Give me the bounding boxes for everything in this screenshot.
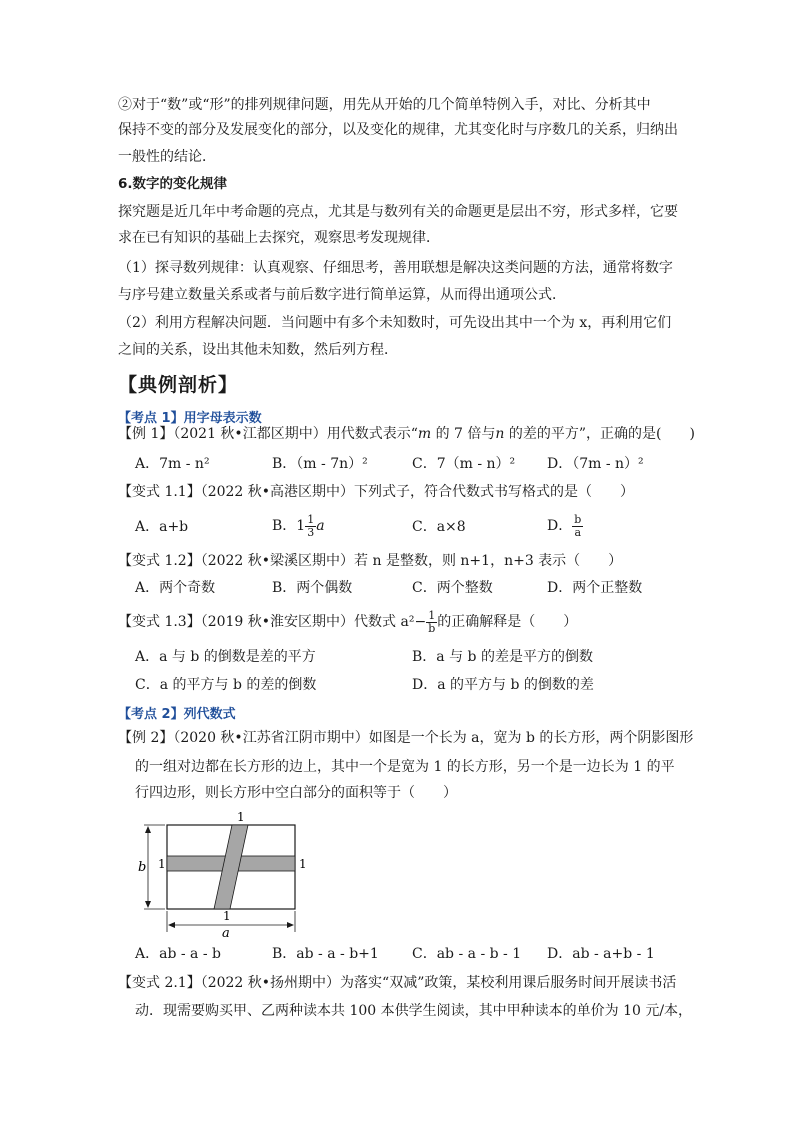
var-a: a: [316, 518, 325, 534]
question-stem: 的一组对边都在长方形的边上，其中一个是宽为 1 的长方形，另一个是一边长为 1 的平: [135, 759, 675, 775]
fraction-denominator: 3: [307, 525, 315, 539]
stem-text: 的正确解释是（ ）: [437, 614, 578, 630]
paragraph-line: 与序号建立数量关系或者与前后数字进行简单运算，从而得出通项公式．: [118, 287, 566, 303]
label-a: a: [222, 926, 230, 941]
fraction-numerator: b: [574, 512, 582, 526]
arrow-left-icon: [168, 922, 175, 928]
option-a: A．ab - a - b: [135, 946, 221, 962]
option-c: C．a×8: [412, 519, 466, 535]
label-top: 1: [237, 810, 245, 824]
stem-text: 的 7 倍与: [431, 426, 496, 442]
option-c: C．ab - a - b - 1: [412, 946, 522, 962]
topic-heading: 【考点 2】列代数式: [118, 707, 236, 722]
question-stem: 【例 2】（2020 秋•江苏省江阴市期中）如图是一个长为 a，宽为 b 的长方形，两个阴影图形: [118, 730, 694, 746]
topic-heading: 【考点 1】用字母表示数: [118, 411, 262, 426]
fraction-denominator: a: [574, 525, 582, 539]
whole-part: 1: [296, 518, 306, 534]
paragraph-line: 求在已有知识的基础上去探究，观察思考发现规律．: [118, 230, 440, 246]
question-stem: 【变式 1.1】（2022 秋•高港区期中）下列式子，符合代数式书写格式的是（ ）: [118, 484, 635, 500]
arrow-down-icon: [145, 901, 151, 908]
label-b: b: [138, 860, 147, 875]
option-label: B．: [272, 518, 297, 534]
paragraph-line: （2）利用方程解决问题．当问题中有多个未知数时，可先设出其中一个为 x，再利用它们: [118, 315, 672, 331]
question-stem: 动．现需要购买甲、乙两种读本共 100 本供学生阅读，其中甲种读本的单价为 10 元/本，: [135, 1003, 693, 1019]
arrow-right-icon: [287, 922, 294, 928]
paragraph-line: 之间的关系，设出其他未知数，然后列方程．: [118, 342, 398, 358]
var-m: m: [417, 426, 432, 442]
option-b: B．a 与 b 的差是平方的倒数: [412, 649, 593, 665]
option-b: B．（m - 7n）²: [272, 456, 368, 472]
option-c: C．两个整数: [412, 580, 493, 596]
option-a: A．两个奇数: [135, 580, 216, 596]
option-a: A．a+b: [135, 519, 189, 535]
label-bottom: 1: [223, 909, 231, 923]
fraction-denominator: b: [428, 621, 436, 635]
paragraph-line: ②对于“数”或“形”的排列规律问题，用先从开始的几个简单特例入手，对比、分析其中: [118, 97, 651, 113]
stem-text: 【变式 1.3】（2019 秋•淮安区期中）代数式 a²: [118, 614, 415, 630]
paragraph-line: （1）探寻数列规律：认真观察、仔细思考，善用联想是解决这类问题的方法，通常将数字: [118, 260, 673, 276]
fraction-numerator: 1: [426, 610, 437, 623]
option-a: A．7m - n²: [135, 456, 210, 472]
question-stem: 【变式 1.2】（2022 秋•梁溪区期中）若 n 是整数，则 n+1，n+3 表示（ ）: [118, 553, 623, 569]
paragraph-line: 一般性的结论．: [118, 149, 216, 165]
question-stem: 【变式 2.1】（2022 秋•扬州期中）为落实“双减”政策，某校利用课后服务时间开展读书活: [118, 975, 677, 991]
paragraph-line: 保持不变的部分及发展变化的部分，以及变化的规律，尤其变化时与序数几的关系，归纳出: [118, 122, 678, 138]
fraction-numerator: 1: [307, 512, 315, 526]
option-label: D．: [547, 518, 573, 534]
option-c: C．7（m - n）²: [412, 456, 516, 472]
stem-text: 【例 1】（2021 秋•江都区期中）用代数式表示“: [118, 426, 418, 442]
option-b: B．两个偶数: [272, 580, 353, 596]
arrow-up-icon: [145, 826, 151, 833]
stem-text: 的差的平方”，正确的是( ): [504, 426, 695, 442]
option-d: D．（7m - n）²: [547, 456, 644, 472]
option-d: D．ab - a+b - 1: [547, 946, 655, 962]
option-c: C．a 的平方与 b 的差的倒数: [135, 677, 317, 693]
option-d: D．两个正整数: [547, 580, 643, 596]
option-a: A．a 与 b 的倒数是差的平方: [135, 649, 316, 665]
option-b: B．ab - a - b+1: [272, 946, 379, 962]
option-d: D．a 的平方与 b 的倒数的差: [412, 677, 594, 693]
question-stem: 行四边形，则长方形中空白部分的面积等于（ ）: [135, 785, 457, 801]
label-right: 1: [299, 857, 307, 871]
minus-sign: −: [414, 614, 427, 630]
subheading: 6.数字的变化规律: [118, 176, 228, 192]
section-title: 【典例剖析】: [118, 374, 239, 396]
label-left: 1: [158, 857, 166, 871]
paragraph-line: 探究题是近几年中考命题的亮点，尤其是与数列有关的命题更是层出不穷，形式多样，它要: [118, 204, 678, 220]
var-n: n: [495, 426, 505, 442]
